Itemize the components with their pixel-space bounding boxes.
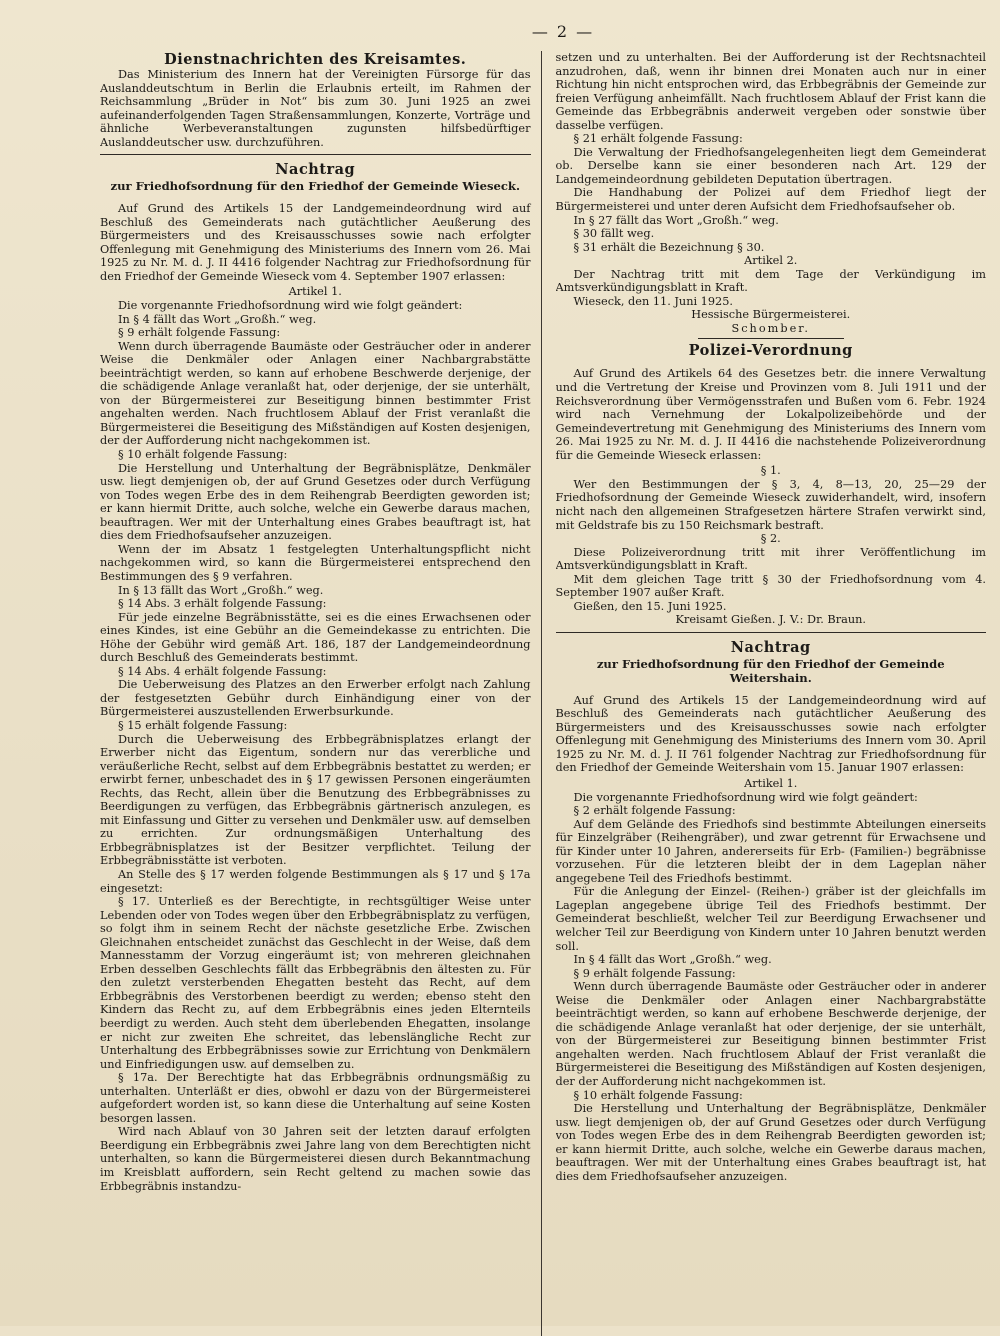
paragraph-heading: § 1.	[760, 464, 781, 478]
paragraph-heading: § 2.	[760, 532, 781, 546]
paragraph: Für jede einzelne Begräbnisstätte, sei es die eines Erwachsenen oder eines Kindes, ist eine Gebühr an die Gemeindekasse zu entrichten. Die Höhe der Gebühr wird gemäß Art. 186, 187 der Landgemeindeordnung durch Beschluß des Gemeinderats bestimmt.	[100, 610, 531, 665]
paragraph: Wer den Bestimmungen der § 3, 4, 8—13, 20, 25—29 der Friedhofsordnung der Gemeinde Wieseck zuwiderhandelt, wird, insofern nicht nach den allgemeinen Strafgesetzen härtere Strafen verwirkt sind, mit Geldstrafe bis zu 150 Reichsmark bestraft.	[555, 477, 986, 532]
columns	[100, 51, 986, 1336]
paragraph: Wird nach Ablauf von 30 Jahren seit der letzten darauf erfolgten Beerdigung ein Erbbegräbnis zwei Jahre lang von dem Berechtigten nicht unterhalten, so kann die Bürgermeisterei diesen durch Bekanntmachung im Kreisblatt auffordern, sein Recht geltend zu machen sowie das Erbbegräbnis instandzu-	[100, 1125, 531, 1193]
section-subtitle-weitershain: zur Friedhofsordnung für den Friedhof der Gemeinde Weitershain.	[596, 656, 945, 685]
paragraph: § 21 erhält folgende Fassung:	[573, 132, 743, 146]
paragraph: Die vorgenannte Friedhofsordnung wird wie folgt geändert:	[118, 299, 463, 313]
article-heading: Artikel 1.	[288, 285, 342, 299]
left-column	[100, 51, 542, 1336]
paragraph: § 9 erhält folgende Fassung:	[118, 326, 281, 340]
paragraph: § 31 erhält die Bezeichnung § 30.	[573, 240, 765, 254]
section-subtitle-wieseck: zur Friedhofsordnung für den Friedhof der Gemeinde Wieseck.	[110, 179, 520, 194]
paragraph: In § 13 fällt das Wort „Großh.“ weg.	[118, 583, 324, 597]
paragraph: Wenn der im Absatz 1 festgelegten Unterhaltungspflicht nicht nachgekommen wird, so kann die Bürgermeisterei entsprechend den Bestimmungen des § 9 verfahren.	[100, 542, 531, 583]
section-title-nachtrag-wieseck: Nachtrag	[275, 161, 356, 179]
paragraph: Durch die Ueberweisung des Erbbegräbnisplatzes erlangt der Erwerber nicht das Eigentum, sondern nur das vererbliche und veräußerliche Recht, selbst auf dem Erbbegräbnis bestattet zu werden; er erwirbt ferner, unbeschadet des in § 17 gewissen Personen eingeräumten Rechts, das Recht, allein über die Benutzung des Erbbegräbnisses zu Beerdigungen zu verfügen, das Erbbegräbnis gärtnerisch anzulegen, es mit Einfassung und Gitter zu versehen und Denkmäler usw. auf demselben zu errichten. Zur ordnungsmäßigen Unterhaltung des Erbbegräbnisplatzes ist der Besitzer verpflichtet. Teilung der Erbbegräbnisstätte ist verboten.	[100, 732, 531, 868]
paragraph: Die Herstellung und Unterhaltung der Begräbnisplätze, Denkmäler usw. liegt demjenigen ob, der auf Grund Gesetzes oder durch Verfügung von Todes wegen Erbe des in dem Reihengrab Beerdigten geworden ist; er kann hiermit Dritte, auch solche, welche ein Gewerbe daraus machen, beauftragen. Wer mit der Unterhaltung eines Grabes beauftragt ist, hat dies dem Friedhofsaufseher anzuzeigen.	[555, 1102, 986, 1183]
paragraph: Auf Grund des Artikels 15 der Landgemeindeordnung wird auf Beschluß des Gemeinderats nach gutächtlicher Aeußerung des Bürgermeisters und des Kreisausschusses sowie nach erfolgter Offenlegung mit Genehmigung des Ministeriums des Innern vom 26. Mai 1925 zu Nr. M. d. J. II 4416 folgender Nachtrag zur Friedhofsordnung für den Friedhof der Gemeinde Wieseck vom 4. September 1907 erlassen:	[100, 202, 531, 283]
paragraph: In § 27 fällt das Wort „Großh.“ weg.	[573, 213, 779, 227]
paragraph: Das Ministerium des Innern hat der Vereinigten Fürsorge für das Auslanddeutschtum in Berlin die Erlaubnis erteilt, im Rahmen der Reichsammlung „Brüder in Not“ bis zum 30. Juni 1925 an zwei aufeinanderfolgenden Tagen Straßensammlungen, Konzerte, Vorträge und ähnliche Werbeveranstaltungen zugunsten hilfsbedürftiger Auslanddeutscher usw. durchzuführen.	[100, 68, 531, 149]
paragraph: Mit dem gleichen Tage tritt § 30 der Friedhofsordnung vom 4. September 1907 außer Kraft.	[555, 572, 986, 600]
section-title-nachtrag-weitershain: Nachtrag	[730, 638, 811, 656]
paragraph: In § 4 fällt das Wort „Großh.“ weg.	[118, 312, 317, 326]
paragraph: Die vorgenannte Friedhofsordnung wird wie folgt geändert:	[573, 790, 918, 804]
signature-line: Kreisamt Gießen. J. V.: Dr. Braun.	[675, 613, 866, 627]
page-number: — 2 —	[531, 22, 595, 41]
paragraph: § 15 erhält folgende Fassung:	[118, 718, 288, 732]
paragraph: § 10 erhält folgende Fassung:	[118, 448, 288, 462]
paragraph: § 30 fällt weg.	[573, 227, 655, 241]
paragraph: § 10 erhält folgende Fassung:	[573, 1088, 743, 1102]
section-title-dienstnachrichten: Dienstnachrichten des Kreisamtes.	[164, 51, 467, 68]
signature-name: Schomber.	[731, 321, 811, 335]
paragraph: § 17. Unterließ es der Berechtigte, in rechtsgültiger Weise unter Lebenden oder von Todes wegen über den Erbbegräbnisplatz zu verfügen, so folgt ihm in seinem Recht der nächste gesetzliche Erbe. Zwischen Gleichnahen entscheidet zunächst das Geschlecht in der Weise, daß dem Mannesstamm der Vorzug eingeräumt ist; von mehreren gleichnahen Erben desselben Geschlechts fällt das Erbbegräbnis den ältesten zu. Für den zuletzt versterbenden Ehegatten besteht das Recht, auf dem Erbbegräbnis des Verstorbenen beerdigt zu werden; ebenso steht den Kindern das Recht zu, auf dem Erbbegräbnis eines jeden Elternteils beerdigt zu werden. Auch steht dem überlebenden Ehegatten, insolange er nicht zur zweiten Ehe schreitet, das lebenslängliche Recht zur Unterhaltung des Erbbegräbnisses sowie zur Errichtung von Denkmälern und Einfriedigungen usw. auf demselben zu.	[100, 895, 531, 1071]
paragraph: Die Herstellung und Unterhaltung der Begräbnisplätze, Denkmäler usw. liegt demjenigen ob, der auf Grund Gesetzes oder durch Verfügung von Todes wegen Erbe des in dem Reihengrab Beerdigten geworden ist; er kann hiermit Dritte, auch solche, welche ein Gewerbe daraus machen, beauftragen. Wer mit der Unterhaltung eines Grabes beauftragt ist, hat dies dem Friedhofsaufseher anzuzeigen.	[100, 461, 531, 543]
paragraph: An Stelle des § 17 werden folgende Bestimmungen als § 17 und § 17a eingesetzt:	[100, 867, 531, 895]
paragraph: Der Nachtrag tritt mit dem Tage der Verkündigung im Amtsverkündigungsblatt in Kraft.	[555, 267, 986, 295]
paragraph: Auf Grund des Artikels 64 des Gesetzes betr. die innere Verwaltung und die Vertretung der Kreise und Provinzen vom 8. Juli 1911 und der Reichsverordnung über Vermögensstrafen und Bußen vom 6. Febr. 1924 wird nach Vernehmung der Lokalpolizeibehörde und der Gemeindevertretung mit Genehmigung des Ministeriums des Innern vom 26. Mai 1925 zu Nr. M. d. J. II 4416 die nachstehende Polizeiverordnung für die Gemeinde Wieseck erlassen:	[555, 367, 986, 462]
paragraph: In § 4 fällt das Wort „Großh.“ weg.	[573, 953, 772, 967]
paragraph: Diese Polizeiverordnung tritt mit ihrer Veröffentlichung im Amtsverkündigungsblatt in Kraft.	[555, 545, 986, 573]
paragraph: Die Verwaltung der Friedhofsangelegenheiten liegt dem Gemeinderat ob. Derselbe kann sie einer besonderen nach Art. 129 der Landgemeindeordnung gebildeten Deputation übertragen.	[555, 145, 986, 186]
article-heading: Artikel 1.	[744, 776, 798, 790]
paragraph: Auf Grund des Artikels 15 der Landgemeindeordnung wird auf Beschluß des Gemeinderats nach gutächtlicher Aeußerung des Bürgermeisters und des Kreisausschusses sowie nach erfolgter Offenlegung mit Genehmigung des Ministeriums des Innern vom 30. April 1925 zu Nr. M. d. J. II 761 folgender Nachtrag zur Friedhofsordnung für den Friedhof der Gemeinde Weitershain vom 15. Januar 1907 erlassen:	[555, 693, 986, 775]
section-title-polizeiverordnung: Polizei-Verordnung	[688, 342, 853, 360]
paragraph: Die Ueberweisung des Platzes an den Erwerber erfolgt nach Zahlung der festgesetzten Gebühr durch Einhändigung einer von der Bürgermeisterei auszustellenden Erwerbsurkunde.	[100, 678, 531, 719]
paragraph: § 14 Abs. 4 erhält folgende Fassung:	[118, 664, 327, 678]
date-line: Gießen, den 15. Juni 1925.	[573, 599, 727, 613]
paragraph: Wenn durch überragende Baumäste oder Gesträucher oder in anderer Weise die Denkmäler oder Anlagen einer Nachbargrabstätte beeinträchtigt werden, so kann auf erhobene Beschwerde derjenige, der die schädigende Anlage veranlaßt hat oder derjenige, der sie unterhält, von der Bürgermeisterei zur Beseitigung binnen bestimmter Frist angehalten werden. Nach fruchtlosem Ablauf der Frist veranlaßt die Bürgermeisterei die Beseitigung des Mißständigen auf Kosten desjenigen, der der Aufforderung nicht nachgekommen ist.	[555, 980, 986, 1088]
paragraph: Wenn durch überragende Baumäste oder Gesträucher oder in anderer Weise die Denkmäler oder Anlagen einer Nachbargrabstätte beeinträchtigt werden, so kann auf erhobene Beschwerde derjenige, der die schädigende Anlage veranlaßt hat, oder derjenige, der sie unterhält, von der Bürgermeisterei zur Beseitigung binnen bestimmter Frist angehalten werden. Nach fruchtlosem Ablauf der Frist veranlaßt die Bürgermeisterei die Beseitigung des Mißständigen auf Kosten desjenigen, der der Aufforderung nicht nachgekommen ist.	[100, 339, 531, 448]
divider	[556, 632, 987, 633]
paragraph: Für die Anlegung der Einzel- (Reihen-) gräber ist der gleichfalls im Lageplan angegebene übrige Teil des Friedhofs bestimmt. Der Gemeinderat beschließt, welcher Teil zur Beerdigung Erwachsener und welcher Teil zur Beerdigung von Kindern unter 10 Jahren benutzt werden soll.	[555, 885, 986, 953]
article-heading: Artikel 2.	[744, 254, 798, 268]
paragraph: § 17a. Der Berechtigte hat das Erbbegräbnis ordnungsmäßig zu unterhalten. Unterläßt er dies, obwohl er dazu von der Bürgermeisterei aufgefordert worden ist, so kann diese die Unterhaltung auf seine Kosten besorgen lassen.	[100, 1071, 531, 1125]
paragraph: setzen und zu unterhalten. Bei der Aufforderung ist der Rechtsnachteil anzudrohen, daß, wenn ihr binnen drei Monaten auch nur in einer Richtung hin nicht entsprochen wird, das Erbbegräbnis der Gemeinde zur freien Verfügung anheimfällt. Nach fruchtlosem Ablauf der Frist kann die Gemeinde das Erbbegräbnis anderweit vergeben oder sonstwie über dasselbe verfügen.	[555, 51, 986, 132]
paragraph: § 14 Abs. 3 erhält folgende Fassung:	[118, 597, 327, 611]
paragraph: § 2 erhält folgende Fassung:	[573, 804, 736, 818]
paragraph: Auf dem Gelände des Friedhofs sind bestimmte Abteilungen einerseits für Einzelgräber (Reihengräber), und zwar getrennt für Erwachsene und für Kinder unter 10 Jahren, andererseits für Erb- (Familien-) begräbnisse vorzusehen. Für die letzteren bleibt der in dem Lageplan näher angegebene Teil des Friedhofs bestimmt.	[555, 817, 986, 885]
paragraph: Die Handhabung der Polizei auf dem Friedhof liegt der Bürgermeisterei und unter deren Aufsicht dem Friedhofsaufseher ob.	[555, 186, 986, 214]
divider	[100, 154, 531, 155]
short-divider	[698, 338, 844, 339]
paragraph: § 9 erhält folgende Fassung:	[573, 966, 736, 980]
right-column	[556, 51, 987, 1336]
signature-authority: Hessische Bürgermeisterei.	[691, 308, 851, 322]
date-line: Wieseck, den 11. Juni 1925.	[573, 294, 734, 308]
